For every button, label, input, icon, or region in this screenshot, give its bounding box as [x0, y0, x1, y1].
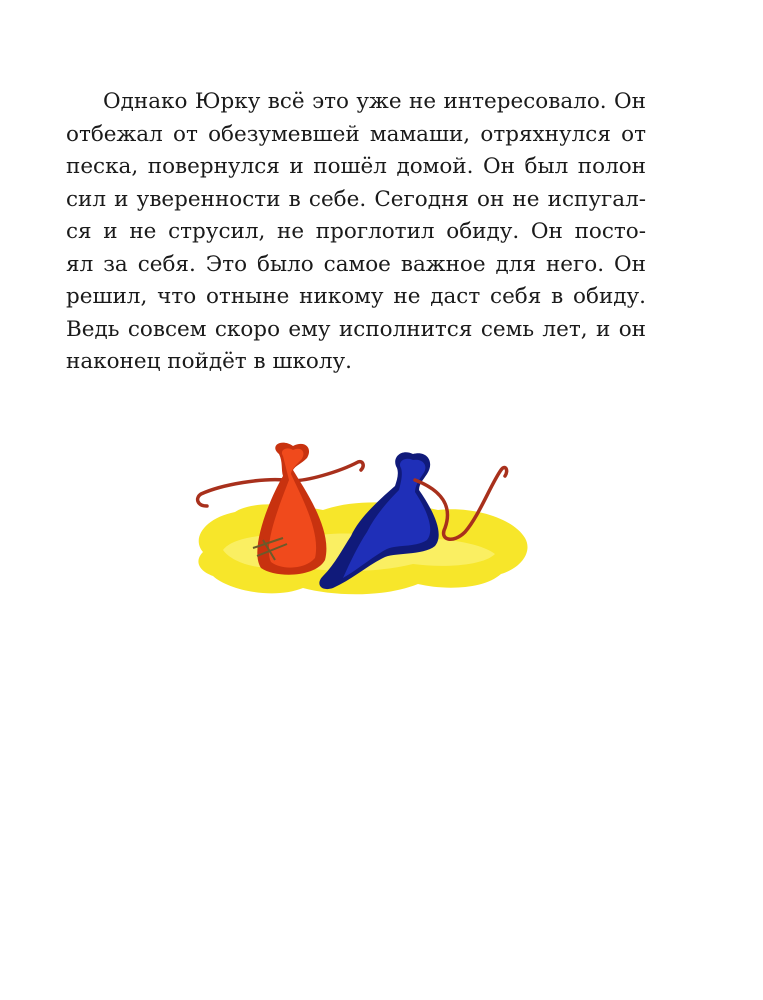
story-line: сил и уверенности в себе. Сегодня он не испугал-	[66, 186, 646, 212]
story-line: отбежал от обезумевшей мамаши, отряхнулся от	[66, 121, 646, 147]
story-line: наконец пойдёт в школу.	[66, 349, 352, 374]
story-paragraph	[66, 86, 646, 379]
sandbox-bags-illustration	[183, 440, 533, 610]
story-line: Ведь совсем скоро ему исполнится семь лет, и он	[66, 316, 646, 342]
story-line: песка, повернулся и пошёл домой. Он был полон	[66, 154, 646, 179]
story-line: ся и не струсил, не проглотил обиду. Он посто-	[66, 219, 646, 244]
story-line: решил, что отныне никому не даст себя в обиду.	[66, 284, 646, 309]
story-line: ял за себя. Это было самое важное для него. Он	[66, 251, 646, 277]
story-line: Однако Юрку всё это уже не интересовало. Он	[103, 89, 646, 114]
